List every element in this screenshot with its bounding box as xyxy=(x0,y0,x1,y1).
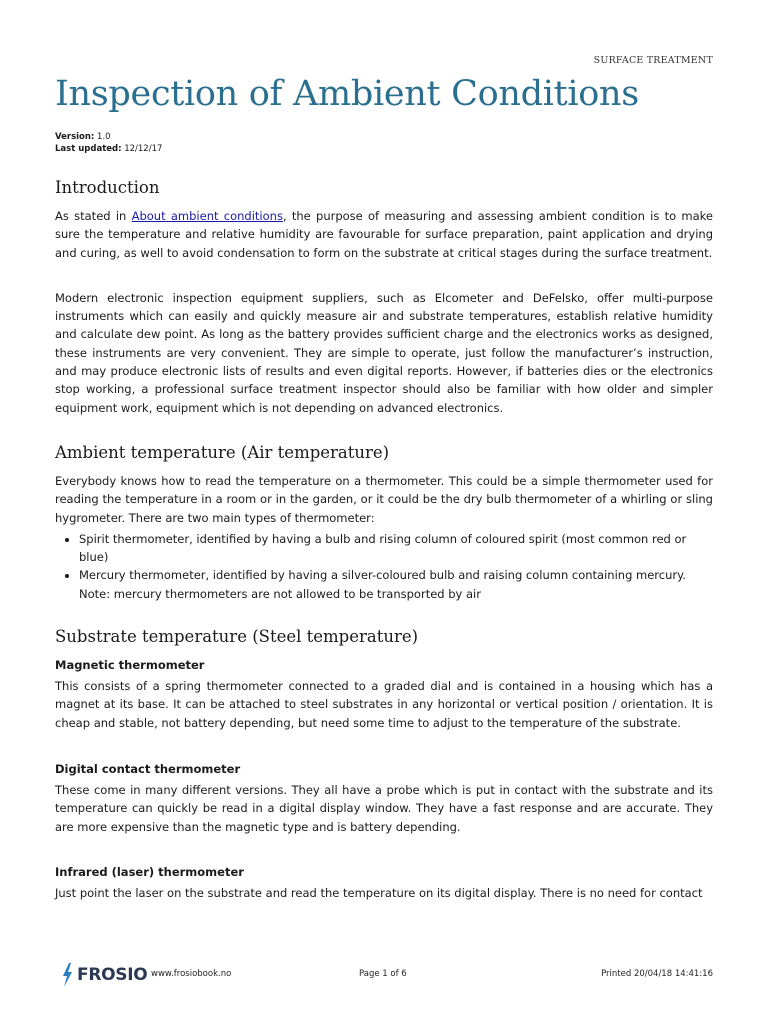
page-number: Page 1 of 6 xyxy=(359,969,407,979)
list-item: • Mercury thermometer, identified by having a silver-coloured bulb and raising column containing mercury. Note: mercury thermometers are not allowed to be transported by air xyxy=(79,566,713,603)
list-item: • Spirit thermometer, identified by having a bulb and rising column of coloured spirit (most common red or blue) xyxy=(79,530,713,567)
page-footer xyxy=(55,958,713,992)
intro-paragraph-2: Modern electronic inspection equipment suppliers, such as Elcometer and DeFelsko, offer multi-purpose instruments which can easily and quickly measure air and substrate temperatures, establish relative humidity and calculate dew point. As long as the battery provides sufficient charge and the electronics works as designed, these instruments are very convenient. They are simple to operate, just follow the manufacturer’s instruction, and may produce electronic lists of results and even digital reports. However, if batteries dies or the electronics stop working, a professional surface treatment inspector should also be familiar with how older and simpler equipment work, equipment which is not depending on advanced electronics. xyxy=(55,290,713,415)
version-value: 1.0 xyxy=(97,132,111,142)
infrared-heading: Infrared (laser) thermometer xyxy=(55,864,244,879)
magnetic-paragraph: This consists of a spring thermometer connected to a graded dial and is contained in a housing which has a magnet at its base. It can be attached to steel substrates in any horizontal or vertical position / orientation. It is cheap and stable, not battery depending, but need some time to adjust to the temperature of the substrate. xyxy=(55,679,713,730)
frosio-logo xyxy=(60,960,147,990)
frosio-logo-icon xyxy=(60,962,74,988)
footer-url: www.frosiobook.no xyxy=(151,969,232,979)
infrared-paragraph: Just point the laser on the substrate and read the temperature on its digital display. There is no need for contact xyxy=(55,885,703,900)
ambient-heading: Ambient temperature (Air temperature) xyxy=(55,442,390,462)
printed-timestamp: Printed 20/04/18 14:41:16 xyxy=(601,969,713,979)
digital-paragraph: These come in many different versions. They all have a probe which is put in contact with the substrate and its temperature can quickly be read in a digital display window. They have a fast response and are accurate. They are more expensive than the magnetic type and is battery depending. xyxy=(55,782,713,834)
updated-value: 12/12/17 xyxy=(124,144,163,154)
substrate-heading: Substrate temperature (Steel temperature) xyxy=(55,627,419,647)
magnetic-heading: Magnetic thermometer xyxy=(55,658,205,673)
page-title: Inspection of Ambient Conditions xyxy=(55,74,639,114)
about-ambient-conditions-link[interactable]: About ambient conditions xyxy=(131,209,283,223)
main-content xyxy=(55,178,713,902)
section-tag: SURFACE TREATMENT xyxy=(593,55,713,66)
intro-text-before-link: As stated in xyxy=(55,209,132,223)
intro-heading: Introduction xyxy=(55,178,160,197)
intro-paragraph-1 xyxy=(55,207,713,262)
thermometer-types-list xyxy=(55,530,713,603)
ambient-paragraph: Everybody knows how to read the temperature on a thermometer. This could be a simple thermometer used for reading the temperature in a room or in the garden, or it could be the dry bulb thermometer of a whirling or sling hygrometer. There are two main types of thermometer: xyxy=(55,473,713,525)
intro-text-after-link: , the purpose of measuring and assessing ambient condition is to make sure the temperature and relative humidity are favourable for surface preparation, paint application and drying and curing, as well to avoid condensation to form on the substrate at critical stages during the surface treatment. xyxy=(55,209,713,260)
document-meta xyxy=(55,131,162,155)
version-label: Version: xyxy=(55,132,95,142)
updated-label: Last updated: xyxy=(55,144,122,154)
logo-text: FROSIO xyxy=(77,965,148,985)
digital-heading: Digital contact thermometer xyxy=(55,761,241,776)
